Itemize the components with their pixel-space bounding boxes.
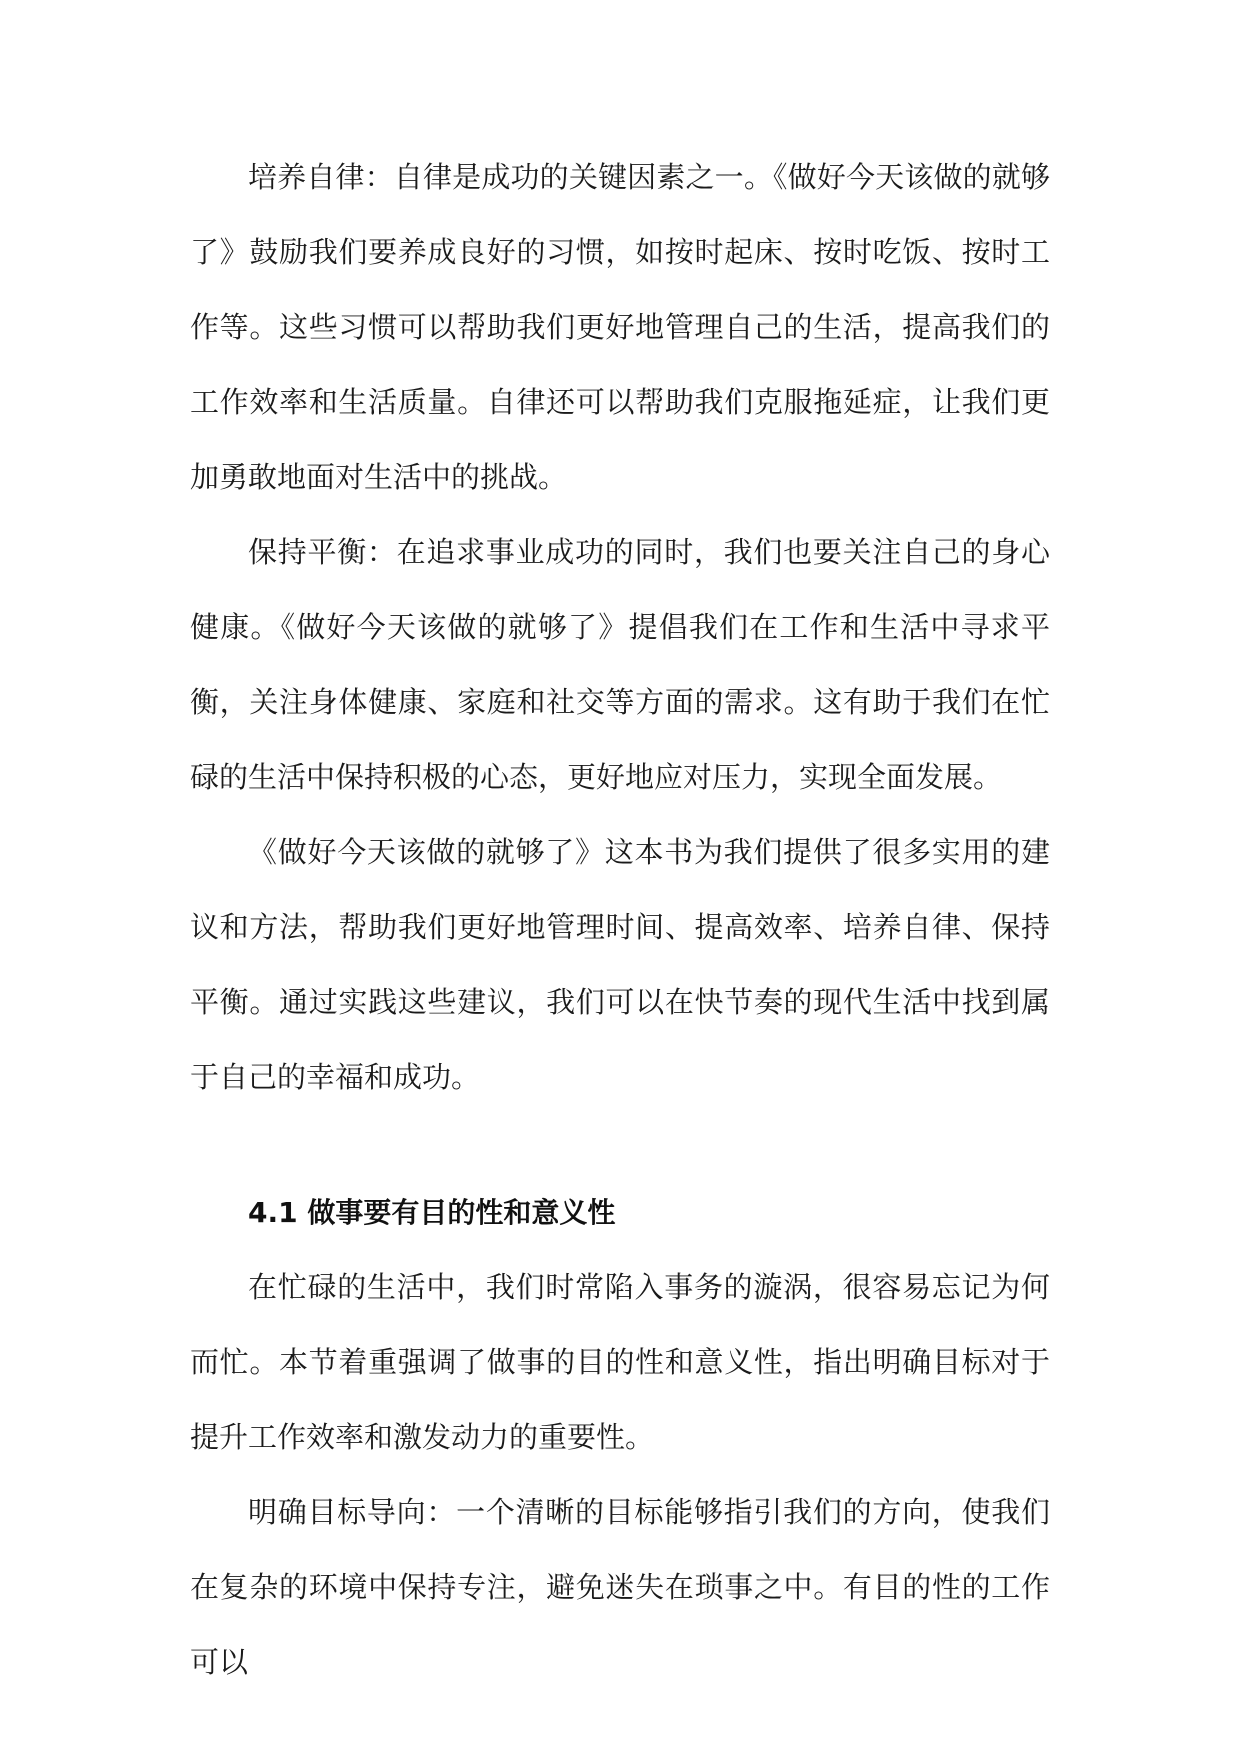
paragraph-book-summary: 《做好今天该做的就够了》这本书为我们提供了很多实用的建议和方法，帮助我们更好地管理时间、提高效率、培养自律、保持平衡。通过实践这些建议，我们可以在快节奏的现代生活中找到属于自己的幸福和成功。 — [190, 835, 1050, 1094]
paragraph-balance: 保持平衡：在追求事业成功的同时，我们也要关注自己的身心健康。《做好今天该做的就够了》提倡我们在工作和生活中寻求平衡，关注身体健康、家庭和社交等方面的需求。这有助于我们在忙碌的生活中保持积极的心态，更好地应对压力，实现全面发展。 — [190, 535, 1050, 794]
document-body — [190, 140, 1050, 1700]
paragraph-goal-orientation: 明确目标导向：一个清晰的目标能够指引我们的方向，使我们在复杂的环境中保持专注，避免迷失在琐事之中。有目的性的工作可以 — [190, 1495, 1050, 1679]
paragraph-self-discipline: 培养自律：自律是成功的关键因素之一。《做好今天该做的就够了》鼓励我们要养成良好的习惯，如按时起床、按时吃饭、按时工作等。这些习惯可以帮助我们更好地管理自己的生活，提高我们的工作效率和生活质量。自律还可以帮助我们克服拖延症，让我们更加勇敢地面对生活中的挑战。 — [190, 160, 1050, 494]
paragraph-section-intro: 在忙碌的生活中，我们时常陷入事务的漩涡，很容易忘记为何而忙。本节着重强调了做事的目的性和意义性，指出明确目标对于提升工作效率和激发动力的重要性。 — [190, 1270, 1050, 1454]
section-heading: 4.1 做事要有目的性和意义性 — [248, 1196, 616, 1229]
